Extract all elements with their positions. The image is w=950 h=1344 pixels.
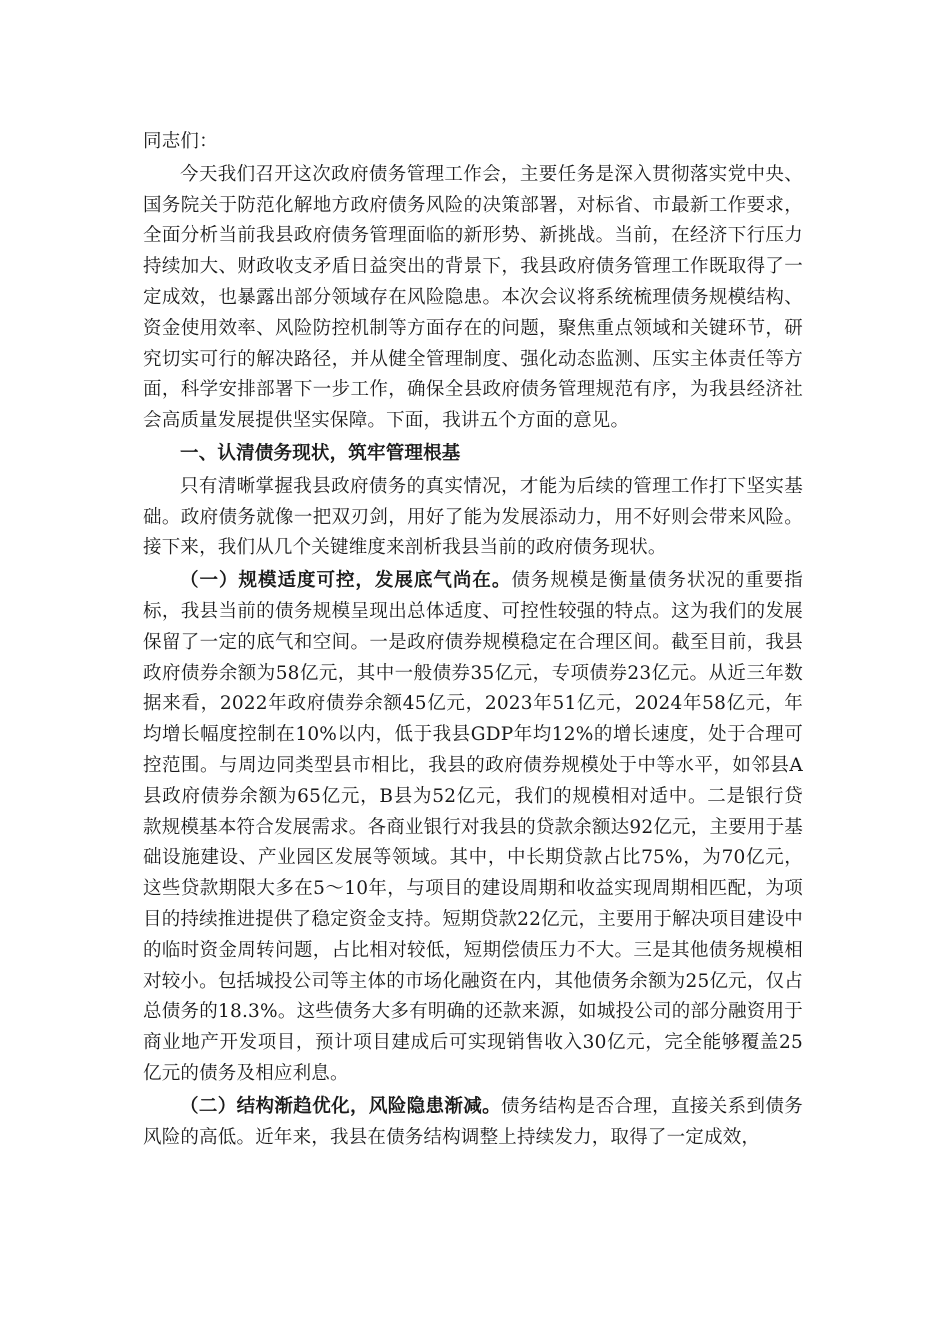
document-body [143, 127, 803, 1155]
section-heading-1: 一、认清债务现状，筑牢管理根基 [180, 442, 461, 464]
subsection-2-lead: （二）结构渐趋优化，风险隐患渐减。 [180, 1095, 502, 1117]
subsection-2-body: 债务结构是否合理，直接关系到债务风险的高低。近年来，我县在债务结构调整上持续发力，取得了一定成效， [143, 1095, 803, 1148]
subsection-2-paragraph [143, 1092, 803, 1154]
subsection-1-lead: （一）规模适度可控，发展底气尚在。 [180, 570, 512, 592]
subsection-1-body: 债务规模是衡量债务状况的重要指标，我县当前的债务规模呈现出总体适度、可控性较强的特点。这为我们的发展保留了一定的底气和空间。一是政府债券规模稳定在合理区间。截至目前，我县政府债券余额为58亿元，其中一般债券35亿元，专项债券23亿元。从近三年数据来看，2022年政府债券余额45亿元，2023年51亿元，2024年58亿元，年均增长幅度控制在10%以内，低于我县GDP年均12%的增长速度，处于合理可控范围。与周边同类型县市相比，我县的政府债券规模处于中等水平，如邻县A县政府债券余额为65亿元，B县为52亿元，我们的规模相对适中。二是银行贷款规模基本符合发展需求。各商业银行对我县的贷款余额达92亿元，主要用于基础设施建设、产业园区发展等领域。其中，中长期贷款占比75%，为70亿元，这些贷款期限大多在5～10年，与项目的建设周期和收益实现周期相匹配，为项目的持续推进提供了稳定资金支持。短期贷款22亿元，主要用于解决项目建设中的临时资金周转问题，占比相对较低，短期偿债压力不大。三是其他债务规模相对较小。包括城投公司等主体的市场化融资在内，其他债务余额为25亿元，仅占总债务的18.3%。这些债务大多有明确的还款来源，如城投公司的部分融资用于商业地产开发项目，预计项目建成后可实现销售收入30亿元，完全能够覆盖25亿元的债务及相应利息。 [143, 570, 803, 1084]
salutation: 同志们： [143, 131, 218, 152]
subsection-1-paragraph [143, 566, 803, 1090]
intro-paragraph: 今天我们召开这次政府债务管理工作会，主要任务是深入贯彻落实党中央、国务院关于防范化解地方政府债务风险的决策部署，对标省、市最新工作要求，全面分析当前我县政府债务管理面临的新形势、新挑战。当前，在经济下行压力持续加大、财政收支矛盾日益突出的背景下，我县政府债务管理工作既取得了一定成效，也暴露出部分领域存在风险隐患。本次会议将系统梳理债务规模结构、资金使用效率、风险防控机制等方面存在的问题，聚焦重点领域和关键环节，研究切实可行的解决路径，并从健全管理制度、强化动态监测、压实主体责任等方面，科学安排部署下一步工作，确保全县政府债务管理规范有序，为我县经济社会高质量发展提供坚实保障。下面，我讲五个方面的意见。 [143, 163, 803, 432]
section-1-intro-paragraph: 只有清晰掌握我县政府债务的真实情况，才能为后续的管理工作打下坚实基础。政府债务就像一把双刃剑，用好了能为发展添动力，用不好则会带来风险。接下来，我们从几个关键维度来剖析我县当前的政府债务现状。 [143, 475, 803, 559]
